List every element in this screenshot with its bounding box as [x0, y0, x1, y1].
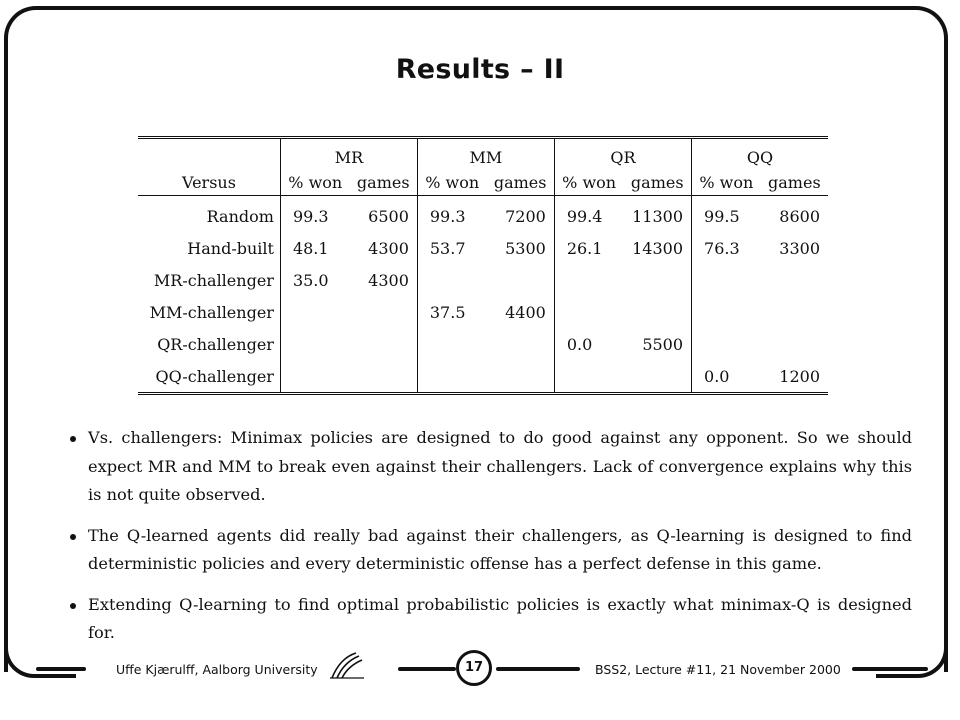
cell-percent-won: 99.3	[417, 196, 486, 233]
subheader-won: % won	[554, 169, 623, 196]
cell-games	[623, 360, 691, 394]
cell-percent-won	[417, 360, 486, 394]
subheader-games: games	[623, 169, 691, 196]
university-logo-icon	[326, 650, 366, 680]
subheader-won: % won	[417, 169, 486, 196]
cell-percent-won: 35.0	[280, 264, 349, 296]
cell-games: 6500	[368, 206, 409, 226]
cell-games	[487, 360, 555, 394]
subheader-games: games	[350, 169, 418, 196]
cell-percent-won: 26.1	[554, 232, 623, 264]
table-row	[138, 264, 828, 296]
cell-games: 8600	[779, 206, 820, 226]
cell-games	[623, 264, 691, 296]
header-blank	[138, 138, 280, 170]
table-row	[138, 196, 828, 233]
cell-games	[487, 328, 555, 360]
footer-rule-left	[36, 667, 86, 671]
footer-rule-right	[852, 667, 928, 671]
cell-games	[623, 296, 691, 328]
cell-games: 1200	[779, 366, 820, 386]
subheader-games: games	[761, 169, 828, 196]
cell-games	[761, 264, 828, 296]
bullet-item	[66, 522, 912, 579]
cell-games: 5300	[505, 238, 546, 258]
table-row	[138, 328, 828, 360]
subheader-won: % won	[280, 169, 349, 196]
row-label: QR-challenger	[157, 334, 274, 354]
cell-games: 5500	[642, 334, 684, 354]
cell-games	[487, 264, 555, 296]
bullet-dot-icon	[70, 436, 76, 442]
cell-games: 11300	[632, 206, 684, 226]
table-row	[138, 232, 828, 264]
cell-games: 14300	[632, 238, 684, 258]
table-body	[138, 196, 828, 394]
cell-games	[350, 360, 418, 394]
cell-percent-won	[280, 360, 349, 394]
cell-games: 3300	[779, 238, 820, 258]
versus-header: Versus	[138, 169, 280, 196]
cell-games: 7200	[505, 206, 546, 226]
row-label: MM-challenger	[149, 302, 274, 322]
cell-games: 4300	[368, 238, 409, 258]
cell-percent-won	[280, 328, 349, 360]
page-number-badge: 17	[456, 650, 492, 686]
cell-percent-won	[554, 360, 623, 394]
table-row	[138, 360, 828, 394]
cell-percent-won: 0.0	[692, 360, 761, 394]
row-label: Random	[206, 206, 274, 226]
footer-author: Uffe Kjærulff, Aalborg University	[116, 662, 318, 677]
row-label: Hand-built	[187, 238, 274, 258]
bullet-text: The Q-learned agents did really bad against their challengers, as Q-learning is designed to find deterministic policies and every deterministic offense has a perfect defense in this game.	[88, 525, 912, 573]
subheader-won: % won	[692, 169, 761, 196]
cell-percent-won: 37.5	[417, 296, 486, 328]
bullet-text: Extending Q-learning to find optimal probabilistic policies is exactly what minimax-Q is designed for.	[88, 594, 912, 642]
row-label: QQ-challenger	[155, 366, 274, 386]
cell-percent-won	[417, 264, 486, 296]
footer-rule-mid-left	[398, 667, 456, 671]
cell-percent-won: 53.7	[417, 232, 486, 264]
cell-games	[350, 296, 418, 328]
cell-percent-won	[692, 296, 761, 328]
group-header-mr: MR	[280, 138, 417, 170]
cell-games	[350, 328, 418, 360]
cell-percent-won	[554, 296, 623, 328]
cell-percent-won	[417, 328, 486, 360]
table-row	[138, 296, 828, 328]
cell-percent-won: 0.0	[554, 328, 623, 360]
cell-percent-won	[280, 296, 349, 328]
cell-games: 4400	[505, 302, 546, 322]
group-header-qq: QQ	[692, 138, 828, 170]
cell-percent-won: 99.3	[280, 196, 349, 233]
results-table	[138, 136, 828, 395]
cell-percent-won: 99.5	[692, 196, 761, 233]
bullet-dot-icon	[70, 534, 76, 540]
bullet-item	[66, 591, 912, 648]
bullet-dot-icon	[70, 603, 76, 609]
subheader-games: games	[487, 169, 555, 196]
cell-percent-won: 48.1	[280, 232, 349, 264]
row-label: MR-challenger	[153, 270, 274, 290]
footer-lecture: BSS2, Lecture #11, 21 November 2000	[595, 662, 841, 677]
footer-rule-mid-right	[496, 667, 580, 671]
bullet-text: Vs. challengers: Minimax policies are designed to do good against any opponent. So we should expect MR and MM to break even against their challengers. Lack of convergence explains why this is not quite observed.	[88, 428, 912, 504]
cell-games	[761, 296, 828, 328]
cell-percent-won: 76.3	[692, 232, 761, 264]
slide-footer	[0, 648, 960, 698]
bullet-item	[66, 424, 912, 510]
cell-percent-won	[692, 328, 761, 360]
cell-percent-won	[554, 264, 623, 296]
group-header-qr: QR	[554, 138, 691, 170]
bullet-list	[66, 424, 912, 660]
slide-title: Results – II	[395, 54, 565, 85]
cell-games: 4300	[368, 270, 409, 290]
cell-percent-won	[692, 264, 761, 296]
group-header-mm: MM	[417, 138, 554, 170]
cell-percent-won: 99.4	[554, 196, 623, 233]
cell-games	[761, 328, 828, 360]
